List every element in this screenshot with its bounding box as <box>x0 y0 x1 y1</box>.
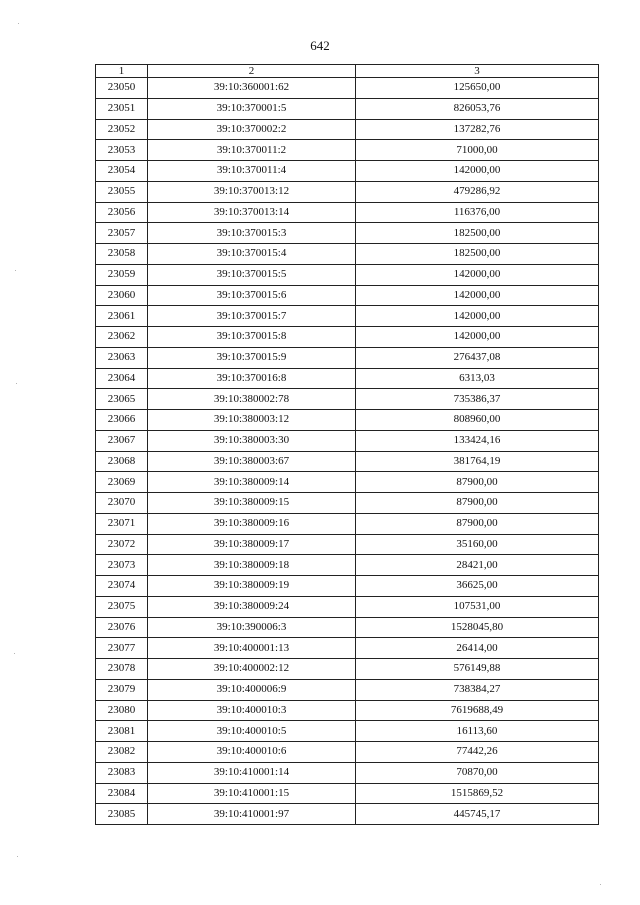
scan-speck <box>17 856 18 857</box>
row-number-cell: 23062 <box>96 327 148 348</box>
row-number-cell: 23054 <box>96 161 148 182</box>
row-number-cell: 23050 <box>96 78 148 99</box>
row-number-cell: 23070 <box>96 493 148 514</box>
value-cell: 87900,00 <box>356 472 599 493</box>
table-row <box>96 430 599 451</box>
table-row <box>96 161 599 182</box>
table-row <box>96 368 599 389</box>
table-row <box>96 742 599 763</box>
cadastral-number-cell: 39:10:400001:13 <box>148 638 356 659</box>
table-row <box>96 493 599 514</box>
value-cell: 116376,00 <box>356 202 599 223</box>
table-row <box>96 327 599 348</box>
value-cell: 381764,19 <box>356 451 599 472</box>
cadastral-number-cell: 39:10:370015:9 <box>148 347 356 368</box>
row-number-cell: 23057 <box>96 223 148 244</box>
cadastral-number-cell: 39:10:370013:12 <box>148 181 356 202</box>
value-cell: 142000,00 <box>356 306 599 327</box>
row-number-cell: 23073 <box>96 555 148 576</box>
row-number-cell: 23075 <box>96 596 148 617</box>
cadastral-number-cell: 39:10:410001:15 <box>148 783 356 804</box>
value-cell: 87900,00 <box>356 513 599 534</box>
table-row <box>96 472 599 493</box>
table-row <box>96 596 599 617</box>
table-row <box>96 638 599 659</box>
row-number-cell: 23069 <box>96 472 148 493</box>
value-cell: 182500,00 <box>356 223 599 244</box>
cadastral-number-cell: 39:10:410001:97 <box>148 804 356 825</box>
cadastral-number-cell: 39:10:370011:2 <box>148 140 356 161</box>
value-cell: 142000,00 <box>356 285 599 306</box>
table-row <box>96 804 599 825</box>
table-row <box>96 762 599 783</box>
value-cell: 16113,60 <box>356 721 599 742</box>
row-number-cell: 23078 <box>96 659 148 680</box>
scan-speck <box>600 884 601 885</box>
value-cell: 26414,00 <box>356 638 599 659</box>
table-row <box>96 264 599 285</box>
cadastral-number-cell: 39:10:380009:16 <box>148 513 356 534</box>
column-header-value: 3 <box>356 65 599 78</box>
value-cell: 137282,76 <box>356 119 599 140</box>
row-number-cell: 23083 <box>96 762 148 783</box>
column-header-number: 1 <box>96 65 148 78</box>
row-number-cell: 23058 <box>96 244 148 265</box>
row-number-cell: 23064 <box>96 368 148 389</box>
table-row <box>96 783 599 804</box>
value-cell: 36625,00 <box>356 576 599 597</box>
cadastral-number-cell: 39:10:400006:9 <box>148 679 356 700</box>
value-cell: 576149,88 <box>356 659 599 680</box>
table-row <box>96 700 599 721</box>
row-number-cell: 23076 <box>96 617 148 638</box>
cadastral-number-cell: 39:10:380003:30 <box>148 430 356 451</box>
cadastral-number-cell: 39:10:370015:3 <box>148 223 356 244</box>
row-number-cell: 23052 <box>96 119 148 140</box>
row-number-cell: 23084 <box>96 783 148 804</box>
table-row <box>96 389 599 410</box>
cadastral-value-table <box>95 64 599 825</box>
table-row <box>96 617 599 638</box>
cadastral-number-cell: 39:10:400002:12 <box>148 659 356 680</box>
row-number-cell: 23072 <box>96 534 148 555</box>
row-number-cell: 23053 <box>96 140 148 161</box>
table-row <box>96 181 599 202</box>
cadastral-number-cell: 39:10:360001:62 <box>148 78 356 99</box>
value-cell: 77442,26 <box>356 742 599 763</box>
table-row <box>96 244 599 265</box>
table-row <box>96 98 599 119</box>
row-number-cell: 23071 <box>96 513 148 534</box>
value-cell: 738384,27 <box>356 679 599 700</box>
value-cell: 125650,00 <box>356 78 599 99</box>
value-cell: 808960,00 <box>356 410 599 431</box>
row-number-cell: 23085 <box>96 804 148 825</box>
table-row <box>96 140 599 161</box>
cadastral-number-cell: 39:10:380009:14 <box>148 472 356 493</box>
table-row <box>96 513 599 534</box>
row-number-cell: 23082 <box>96 742 148 763</box>
cadastral-number-cell: 39:10:400010:3 <box>148 700 356 721</box>
row-number-cell: 23056 <box>96 202 148 223</box>
table-row <box>96 679 599 700</box>
table-header-row <box>96 65 599 78</box>
value-cell: 6313,03 <box>356 368 599 389</box>
row-number-cell: 23077 <box>96 638 148 659</box>
value-cell: 28421,00 <box>356 555 599 576</box>
cadastral-number-cell: 39:10:380003:12 <box>148 410 356 431</box>
scan-speck <box>16 383 17 384</box>
scan-speck <box>15 270 16 271</box>
table-row <box>96 410 599 431</box>
cadastral-number-cell: 39:10:400010:5 <box>148 721 356 742</box>
cadastral-number-cell: 39:10:370015:8 <box>148 327 356 348</box>
value-cell: 142000,00 <box>356 327 599 348</box>
table-row <box>96 78 599 99</box>
cadastral-number-cell: 39:10:370011:4 <box>148 161 356 182</box>
table-row <box>96 306 599 327</box>
cadastral-number-cell: 39:10:380009:19 <box>148 576 356 597</box>
value-cell: 826053,76 <box>356 98 599 119</box>
scan-speck <box>14 653 15 654</box>
cadastral-number-cell: 39:10:390006:3 <box>148 617 356 638</box>
table-row <box>96 285 599 306</box>
value-cell: 107531,00 <box>356 596 599 617</box>
table-row <box>96 451 599 472</box>
table-row <box>96 202 599 223</box>
cadastral-number-cell: 39:10:380003:67 <box>148 451 356 472</box>
cadastral-number-cell: 39:10:370015:7 <box>148 306 356 327</box>
value-cell: 142000,00 <box>356 264 599 285</box>
cadastral-number-cell: 39:10:370015:5 <box>148 264 356 285</box>
row-number-cell: 23067 <box>96 430 148 451</box>
scan-speck <box>18 23 19 24</box>
row-number-cell: 23065 <box>96 389 148 410</box>
value-cell: 276437,08 <box>356 347 599 368</box>
row-number-cell: 23055 <box>96 181 148 202</box>
row-number-cell: 23066 <box>96 410 148 431</box>
value-cell: 1528045,80 <box>356 617 599 638</box>
table-row <box>96 119 599 140</box>
row-number-cell: 23063 <box>96 347 148 368</box>
table-row <box>96 223 599 244</box>
table-row <box>96 347 599 368</box>
value-cell: 182500,00 <box>356 244 599 265</box>
row-number-cell: 23068 <box>96 451 148 472</box>
cadastral-number-cell: 39:10:370015:4 <box>148 244 356 265</box>
value-cell: 71000,00 <box>356 140 599 161</box>
value-cell: 142000,00 <box>356 161 599 182</box>
value-cell: 479286,92 <box>356 181 599 202</box>
row-number-cell: 23060 <box>96 285 148 306</box>
cadastral-number-cell: 39:10:370001:5 <box>148 98 356 119</box>
row-number-cell: 23059 <box>96 264 148 285</box>
row-number-cell: 23081 <box>96 721 148 742</box>
value-cell: 35160,00 <box>356 534 599 555</box>
cadastral-number-cell: 39:10:370015:6 <box>148 285 356 306</box>
cadastral-number-cell: 39:10:400010:6 <box>148 742 356 763</box>
cadastral-number-cell: 39:10:410001:14 <box>148 762 356 783</box>
cadastral-number-cell: 39:10:380009:18 <box>148 555 356 576</box>
table-row <box>96 534 599 555</box>
cadastral-number-cell: 39:10:380002:78 <box>148 389 356 410</box>
row-number-cell: 23074 <box>96 576 148 597</box>
value-cell: 70870,00 <box>356 762 599 783</box>
row-number-cell: 23051 <box>96 98 148 119</box>
cadastral-number-cell: 39:10:370013:14 <box>148 202 356 223</box>
cadastral-number-cell: 39:10:380009:17 <box>148 534 356 555</box>
row-number-cell: 23061 <box>96 306 148 327</box>
table-row <box>96 659 599 680</box>
table-row <box>96 721 599 742</box>
table-row <box>96 576 599 597</box>
value-cell: 7619688,49 <box>356 700 599 721</box>
cadastral-number-cell: 39:10:380009:15 <box>148 493 356 514</box>
value-cell: 735386,37 <box>356 389 599 410</box>
cadastral-number-cell: 39:10:380009:24 <box>148 596 356 617</box>
row-number-cell: 23079 <box>96 679 148 700</box>
value-cell: 1515869,52 <box>356 783 599 804</box>
value-cell: 445745,17 <box>356 804 599 825</box>
table-row <box>96 555 599 576</box>
cadastral-number-cell: 39:10:370016:8 <box>148 368 356 389</box>
value-cell: 87900,00 <box>356 493 599 514</box>
table-body <box>96 78 599 825</box>
page-number: 642 <box>310 38 330 53</box>
value-cell: 133424,16 <box>356 430 599 451</box>
row-number-cell: 23080 <box>96 700 148 721</box>
column-header-cadastral: 2 <box>148 65 356 78</box>
cadastral-number-cell: 39:10:370002:2 <box>148 119 356 140</box>
